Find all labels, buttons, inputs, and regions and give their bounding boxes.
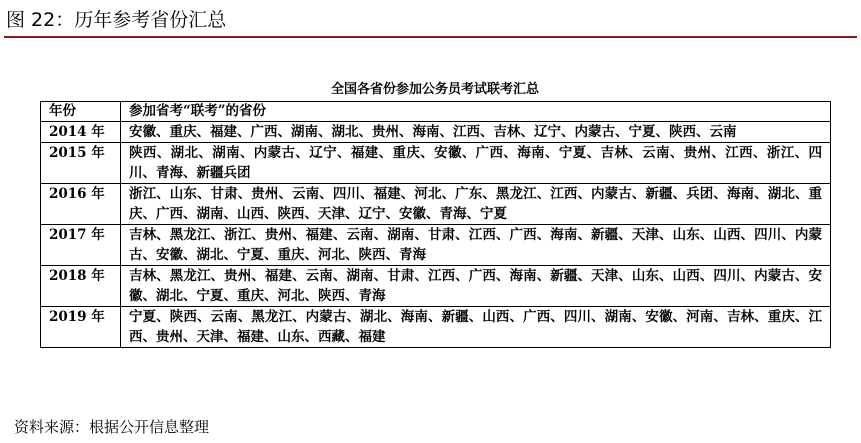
provinces-cell: 安徽、重庆、福建、广西、湖南、湖北、贵州、海南、江西、吉林、辽宁、内蒙古、宁夏、陕西、云南: [121, 122, 831, 143]
provinces-cell: 吉林、黑龙江、浙江、贵州、福建、云南、湖南、甘肃、江西、广西、海南、新疆、天津、山东、山西、四川、内蒙古、安徽、湖北、宁夏、重庆、河北、陕西、青海: [121, 225, 831, 266]
table-row: [41, 184, 831, 225]
figure-title: 图 22：历年参考省份汇总: [6, 9, 227, 31]
figure-header: [4, 6, 857, 38]
table-header-row: [41, 102, 831, 122]
year-cell: 2015 年: [41, 143, 121, 184]
year-cell: 2017 年: [41, 225, 121, 266]
year-cell: 2019 年: [41, 307, 121, 348]
provinces-cell: 浙江、山东、甘肃、贵州、云南、四川、福建、河北、广东、黑龙江、江西、内蒙古、新疆、兵团、海南、湖北、重庆、广西、湖南、山西、陕西、天津、辽宁、安徽、青海、宁夏: [121, 184, 831, 225]
source-note: 资料来源：根据公开信息整理: [14, 418, 210, 436]
year-cell: 2016 年: [41, 184, 121, 225]
table-row: [41, 266, 831, 307]
year-cell: 2018 年: [41, 266, 121, 307]
provinces-cell: 吉林、黑龙江、贵州、福建、云南、湖南、甘肃、江西、广西、海南、新疆、天津、山东、山西、四川、内蒙古、安徽、湖北、宁夏、重庆、河北、陕西、青海: [121, 266, 831, 307]
year-cell: 2014 年: [41, 122, 121, 143]
table-row: [41, 122, 831, 143]
table-row: [41, 225, 831, 266]
provinces-cell: 陕西、湖北、湖南、内蒙古、辽宁、福建、重庆、安徽、广西、海南、宁夏、吉林、云南、贵州、江西、浙江、四川、青海、新疆兵团: [121, 143, 831, 184]
province-exam-table: [40, 101, 831, 348]
table-caption: 全国各省份参加公务员考试联考汇总: [330, 82, 539, 97]
provinces-cell: 宁夏、陕西、云南、黑龙江、内蒙古、湖北、海南、新疆、山西、广西、四川、湖南、安徽、河南、吉林、重庆、江西、贵州、天津、福建、山东、西藏、福建: [121, 307, 831, 348]
header-provinces: 参加省考“联考”的省份: [121, 102, 831, 122]
table-row: [41, 143, 831, 184]
header-year: 年份: [41, 102, 121, 122]
table-row: [41, 307, 831, 348]
